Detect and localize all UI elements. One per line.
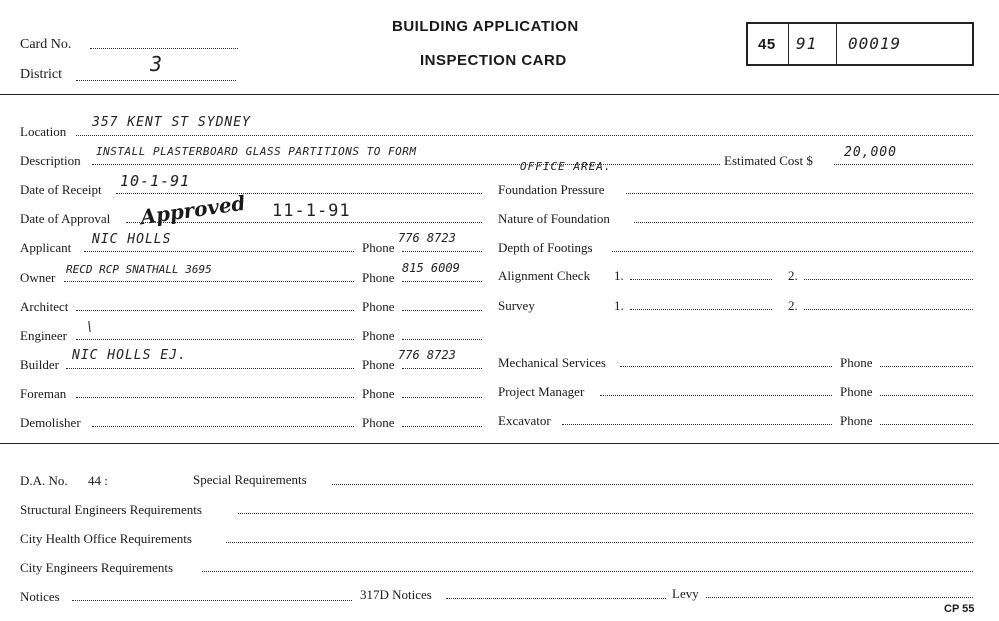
card-number-part1: 45 [758,36,776,53]
alignment-check-2-label: 2. [788,268,798,283]
form-title-line2: INSPECTION CARD [420,52,567,69]
architect-phone-label: Phone [362,299,395,314]
da-no-label: D.A. No. [20,473,68,488]
architect-label: Architect [20,299,69,314]
date-of-approval-label: Date of Approval [20,211,111,226]
demolisher-phone-label: Phone [362,415,395,430]
demolisher-phone-line[interactable] [402,425,482,427]
notices-label: Notices [20,589,60,604]
survey-1-label: 1. [614,298,624,313]
architect-phone-line[interactable] [402,309,482,311]
applicant-line[interactable] [84,250,354,252]
approved-stamp: Approved [138,190,247,230]
mechanical-services-phone-line[interactable] [880,365,973,367]
builder-label: Builder [20,357,59,372]
notices-line[interactable] [72,599,352,601]
foreman-phone-label: Phone [362,386,395,401]
applicant-phone-value: 776 8723 [398,231,456,245]
card-no-line[interactable] [90,47,238,49]
mechanical-services-line[interactable] [620,365,832,367]
card-number-box [746,22,974,66]
project-manager-phone-label: Phone [840,384,873,399]
applicant-phone-label: Phone [362,240,395,255]
form-title-line1: BUILDING APPLICATION [392,18,579,35]
card-number-part2: 91 [796,34,818,53]
city-health-line[interactable] [226,541,973,543]
location-value: 357 KENT ST SYDNEY [92,115,251,130]
foreman-line[interactable] [76,396,354,398]
owner-phone-value: 815 6009 [402,261,460,275]
date-of-receipt-value: 10-1-91 [120,172,191,190]
district-value: 3 [150,52,164,76]
depth-of-footings-label: Depth of Footings [498,240,593,255]
section-divider [0,443,999,444]
builder-value: NIC HOLLS EJ. [72,348,187,363]
description-label: Description [20,153,81,168]
city-engineers-label: City Engineers Requirements [20,560,174,575]
applicant-label: Applicant [20,240,72,255]
demolisher-label: Demolisher [20,415,81,430]
owner-value: RECD RCP SNATHALL 3695 [66,263,212,276]
applicant-value: NIC HOLLS [92,232,172,247]
foreman-phone-line[interactable] [402,396,482,398]
city-engineers-line[interactable] [202,570,973,572]
survey-1-line[interactable] [630,308,772,310]
excavator-line[interactable] [562,423,832,425]
survey-2-line[interactable] [804,308,973,310]
project-manager-line[interactable] [600,394,832,396]
form-code: CP 55 [944,603,975,615]
builder-phone-line[interactable] [402,367,482,369]
project-manager-label: Project Manager [498,384,585,399]
date-of-receipt-label: Date of Receipt [20,182,102,197]
architect-line[interactable] [76,309,354,311]
special-requirements-line[interactable] [332,483,973,485]
header-divider [0,94,999,95]
foundation-pressure-label: Foundation Pressure [498,182,605,197]
levy-line[interactable] [706,596,973,598]
survey-label: Survey [498,298,535,313]
alignment-check-label: Alignment Check [498,268,591,283]
structural-engineers-line[interactable] [238,512,973,514]
excavator-phone-label: Phone [840,413,873,428]
estimated-cost-label: Estimated Cost $ [724,153,813,168]
alignment-check-2-line[interactable] [804,278,973,280]
alignment-check-1-label: 1. [614,268,624,283]
alignment-check-1-line[interactable] [630,278,772,280]
builder-line[interactable] [66,367,354,369]
description-value: INSTALL PLASTERBOARD GLASS PARTITIONS TO FORM [96,145,417,158]
district-label: District [20,67,62,82]
structural-engineers-label: Structural Engineers Requirements [20,502,202,517]
nature-of-foundation-line[interactable] [634,221,973,223]
builder-phone-value: 776 8723 [398,348,456,362]
317d-notices-line[interactable] [446,597,666,599]
engineer-line[interactable] [76,338,354,340]
foreman-label: Foreman [20,386,67,401]
owner-phone-line[interactable] [402,280,482,282]
date-of-receipt-line[interactable] [116,192,482,194]
nature-of-foundation-label: Nature of Foundation [498,211,610,226]
317d-notices-label: 317D Notices [360,587,432,602]
owner-label: Owner [20,270,56,285]
da-no-value: 44 : [88,473,108,488]
applicant-phone-line[interactable] [402,250,482,252]
builder-phone-label: Phone [362,357,395,372]
levy-label: Levy [672,586,699,601]
project-manager-phone-line[interactable] [880,394,973,396]
district-line[interactable] [76,79,236,81]
excavator-phone-line[interactable] [880,423,973,425]
engineer-label: Engineer [20,328,67,343]
city-health-label: City Health Office Requirements [20,531,192,546]
card-no-label: Card No. [20,37,72,52]
location-label: Location [20,124,67,139]
estimated-cost-line[interactable] [834,163,973,165]
special-requirements-label: Special Requirements [193,472,307,487]
card-number-part3: 00019 [848,34,902,53]
owner-line[interactable] [64,280,354,282]
engineer-phone-line[interactable] [402,338,482,340]
location-line[interactable] [76,134,973,136]
description-line[interactable] [92,163,720,165]
date-of-approval-value: 11-1-91 [272,201,351,221]
description-continuation: OFFICE AREA. [520,160,612,173]
estimated-cost-value: 20,000 [844,145,897,160]
owner-phone-label: Phone [362,270,395,285]
depth-of-footings-line[interactable] [612,250,973,252]
survey-2-label: 2. [788,298,798,313]
mechanical-services-phone-label: Phone [840,355,873,370]
engineer-phone-label: Phone [362,328,395,343]
excavator-label: Excavator [498,413,551,428]
mechanical-services-label: Mechanical Services [498,355,606,370]
demolisher-line[interactable] [92,425,354,427]
engineer-value: \ [86,320,95,335]
foundation-pressure-line[interactable] [626,192,973,194]
